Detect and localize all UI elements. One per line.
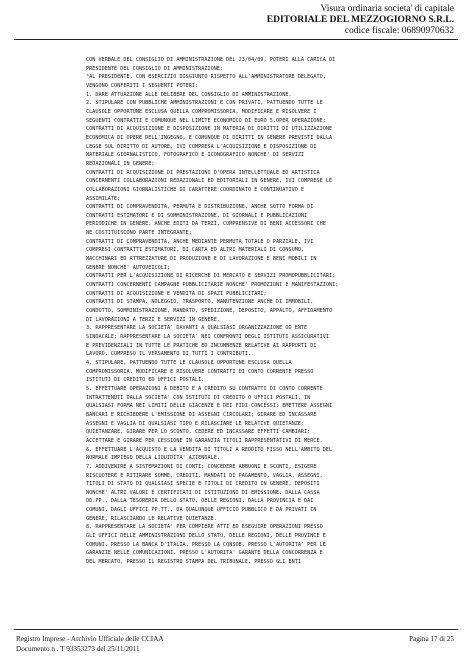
body-line: COMPROMISSORIA, MODIFICARE E RISOLVERE CONTRATTI DI CONTO CORRENTE PRESSO — [86, 368, 314, 375]
body-line: GARANZIE NELLE COMUNICAZIONI, PRESSO L'AUTORITA' GARANTE DELLA CONCORRENZA E — [86, 550, 323, 557]
body-line: QUALSIASI FORMA NEI LIMITI DELLE GIACENZE E DEI FIDI CONCESSI; EMETTERE ASSEGNI — [86, 403, 333, 410]
body-line: CLAUSOLE OPPORTUNE ESCLUSA QUELLA COMPROMISSORIA, MODIFICARE E RISOLVERE I — [86, 108, 317, 115]
header-divider — [14, 39, 458, 40]
body-line: CONTRATTI DI COMPRAVENDITA, ANCHE MEDIANTE PERMUTA TOTALE O PARZIALE, IVI — [86, 238, 314, 245]
body-line: CONTRATTI DI COMPRAVENDITA, PERMUTA E DISTRIBUZIONE, ANCHE SOTTO FORMA DI — [86, 204, 314, 211]
body-line: BANCARI E RICHIEDERE L'EMISSIONE DI ASSEGNI CIRCOLARI; GIRARE ED INCASSARE — [86, 411, 317, 418]
header-fiscal-code: codice fiscale: 06890970632 — [344, 26, 454, 36]
body-line: ISTITUTI DI CREDITO ED UFFICI POSTALI. — [86, 377, 205, 384]
body-line: MACCHINARI ED ATTREZZATURE DI PRODUZIONE E DI LAVORAZIONE E BENI MOBILI IN — [86, 256, 317, 263]
body-line: COMUNI, PRESSO LA BANCA D'ITALIA, PRESSO LA CONSOB, PRESSO L'AUTORITA' PER LE — [86, 541, 326, 548]
footer-registry — [16, 634, 164, 654]
body-line: VENGONO CONFERITI I SEGUENTI POTERI: — [86, 82, 199, 89]
body-line: INTRATTENUTI DALLA SOCIETA' CON ISTITUTI DI CREDITO O UFFICI POSTALI, IN — [86, 394, 311, 401]
body-line: CONCERNENTI COLLABORAZIONI REDAZIONALI ED EDITORIALI IN GENERE, IVI COMPRESE LE — [86, 178, 333, 185]
body-line: CONTRATTI ESTIMATORI E DI SOMMINISTRAZIONE, DI GIORNALI E PUBBLICAZIONI — [86, 212, 308, 219]
body-line: LAVORO, COMPRESO IL VERSAMENTO DI TUTTI I CONTRIBUTI. — [86, 351, 252, 358]
body-line: CONTRATTI PER L'ACQUISIZIONE DI RICERCHE DI MERCATO E SERVIZI PROMOPUBBLICITARI; — [86, 273, 336, 280]
page-current: 17 — [430, 635, 438, 643]
body-line: 6. EFFETTUARE L'ACQUISTO E LA VENDITA DI TITOLI A REDDITO FISSO NELL'AMBITO DEL — [86, 446, 333, 453]
body-line: CONTRATTI CONCERNENTI CAMPAGNE PUBBLICITARIE NONCHE' PROMOZIONI E MANIFESTAZIONI; — [86, 282, 339, 289]
body-line: NORMALE IMPIEGO DELLA LIQUIDITA' AZIENDALE. — [86, 455, 220, 462]
page-header — [267, 4, 454, 37]
body-line: SINDACALE; RAPPRESENTARE LA SOCIETA' NEI CONFRONTI DEGLI ISTITUTI ASSICURATIVI — [86, 334, 329, 340]
body-line: LEGGE SUL DIRITTO DI AUTORE, IVI COMPRESA L'ACQUISIZIONE E DISPOSIZIONE DI — [86, 143, 317, 150]
footer-document-number: Documento n . T 93353273 del 25/11/2011 — [16, 645, 140, 653]
body-line: CONDOTTO, SOMMINISTRAZIONE, MANDATO, SPEDIZIONE, DEPOSITO, APPALTO, AFFIDAMENTO — [86, 308, 333, 315]
body-line: ASSEGNI E VAGLIA DI QUALSIASI TIPO E RILASCIARE LE RELATIVE QUIETANZE; — [86, 420, 305, 427]
body-line: 5. EFFETTUARE OPERAZIONI A DEBITO E A CREDITO SU CONTRATTI DI CONTO CORRENTE — [86, 385, 323, 392]
header-document-type: Visura ordinaria societa' di capitale — [320, 4, 454, 14]
body-line: PRESIDENTE DEL CONSIGLIO DI AMMINISTRAZIONE: — [86, 65, 224, 72]
body-line: QUIETANZARE, GIRARE PER LO SCONTO, CEDERE ED INCASSARE EFFETTI CAMBIARI; — [86, 429, 311, 436]
footer-registry-title: Registro Imprese - Archivio Ufficiale delle CCIAA — [16, 635, 164, 643]
body-line: ASSIMILATE; — [86, 195, 121, 202]
body-line: COMPRESI CONTRATTI ESTIMATORI, DI CARTA ED ALTRI MATERIALI DI CONSUMO, — [86, 247, 305, 254]
body-line: MATERIALE GIORNALISTICO, FOTOGRAFICO E ICONOGRAFICO NONCHE' DI SERVIZI — [86, 152, 305, 159]
body-line: NONCHE' ALTRI VALORI E CERTIFICATI DI ISTITUZIONI DI EMISSIONE, DALLA CASSA — [86, 489, 320, 496]
body-line: DI LAVORAZIONI A TERZI E SERVIZI IN GENERE. — [86, 316, 220, 323]
body-line: CONTRATTI DI STAMPA, NOLEGGIO, TRASPORTO, MANUTENZIONE ANCHE DI IMMOBILI, — [86, 299, 314, 306]
body-line: COMUNI, DAGLI UFFICI PP.TT., DA QUALUNQUE UFFICIO PUBBLICO E DA PRIVATI IN — [86, 507, 317, 514]
body-line: CONTRATTI DI ACQUISIZIONE E VENDITA DI SPAZI PUBBLICITARI; — [86, 290, 267, 297]
body-line: ECONOMICA DI OPERE DELL'INGEGNO, E COMUNQUE DI DIRITTI IN GENERE PREVISTI DALLA — [86, 134, 333, 141]
body-line: PERIODICHE IN GENERE, ANCHE EDITI DA TERZI, COMPRENSIVE DI BENI ACCESSORI CHE — [86, 221, 326, 228]
document-body — [86, 56, 458, 567]
body-line: SEGUENTI CONTRATTI E COMUNQUE NEL LIMITE ECONOMICO DI EURO 5.OPER OPERAZIONE: — [86, 117, 326, 124]
body-line: ACCETTARE E GIRARE PER CESSIONE IN GARANZIA TITOLI RAPPRESENTATIVI DI MERCE. — [86, 437, 323, 444]
body-line: TITOLI DI STATO DI QUALSIASI SPECIE E TITOLI DI CREDITO IN GENERE, DEPOSITI — [86, 481, 320, 488]
body-line: 7. ADDIVENIRE A SISTEMAZIONI DI CONTI; CONCEDERE ABBUONI E SCONTI, ESIGERE — [86, 463, 317, 470]
body-line: CONTRATTI DI ACQUISIZIONE E DISPOSIZIONE IN MATERIA DI DIRITTI DI UTILIZZAZIONE — [86, 126, 333, 133]
page-total: 25 — [446, 635, 454, 643]
body-line: DD.PP., DALLA TESORERIA DELLO STATO, DELLE REGIONI, DALLA PROVINCIA E DAI — [86, 498, 314, 505]
header-company-name: EDITORIALE DEL MEZZOGIORNO S.R.L. — [266, 15, 454, 25]
body-line: COLLABORAZIONI GIORNALISTICHE DI CARATTERE COORDINATO E CONTINUATIVO E — [86, 186, 305, 193]
body-line: 4. STIPULARE, PATTUENDO TUTTE LE CLAUSOLE OPPORTUNE ESCLUSA QUELLA — [86, 359, 292, 366]
body-line: GENERE, RILASCIANDO LE RELATIVE QUIETANZE. — [86, 515, 217, 522]
footer-divider — [14, 629, 458, 630]
body-line: E PREVIDENZIALI IN TUTTE LE PRATICHE ED INCOMBENZE RELATIVE AI RAPPORTI DI — [86, 342, 317, 349]
body-line: NE COSTITUISCONO PARTE INTEGRANTE; — [86, 230, 192, 237]
footer-pagination — [409, 634, 454, 644]
body-line: RISCUOTERE E RITIRARE SOMME, CREDITI, MANDATI DI PAGAMENTO, VAGLIA, ASSEGNI, — [86, 472, 323, 479]
page-label: Pagina — [409, 635, 429, 643]
page-of: di — [439, 635, 446, 643]
body-line: GLI UFFICI DELLE AMMINISTRAZIONI DELLO STATO, DELLE REGIONI, DELLE PROVINCE E — [86, 533, 326, 540]
body-line: GENERE NONCHE' AUTOVEICOLI; — [86, 264, 171, 271]
body-line: 3. RAPPRESENTARE LA SOCIETA' DAVANTI A QUALSIASI ORGANIZZAZIONE OD ENTE — [86, 325, 308, 332]
body-line: CON VERBALE DEL CONSIGLIO DI AMMINISTRAZIONE DEL 23/04/09, POTERI ALLA CARICA DI — [86, 57, 336, 63]
body-line: 1. DARE ATTUAZIONE ALLE DELIBERE DEL CONSIGLIO DI AMMINISTRAZIONE. — [86, 91, 292, 98]
body-line: CONTRATTI DI ACQUISIZIONE DI PRESTAZIONI D'OPERA INTELLETTUALE ED ARTISTICA — [86, 169, 320, 176]
body-line: "AL PRESIDENTE, CON ESERCIZIO DISGIUNTO RISPETTO ALL'AMMINISTRATORE DELEGATO, — [86, 74, 326, 81]
body-line: 2. STIPULARE CON PUBBLICHE AMMINISTRAZIONI E CON PRIVATI, PATTUENDO TUTTE LE — [86, 100, 323, 107]
body-line: REDAZIONALI IN GENERE; — [86, 160, 155, 167]
body-line: DEL MERCATO, PRESSO IL REGISTRO STAMPA DEL TRIBUNALE, PRESSO GLI ENTI — [86, 559, 301, 566]
body-line: 8. RAPPRESENTARE LA SOCIETA' PER COMPIERE ATTI ED ESEGUIRE OPERAZIONI PRESSO — [86, 524, 323, 531]
